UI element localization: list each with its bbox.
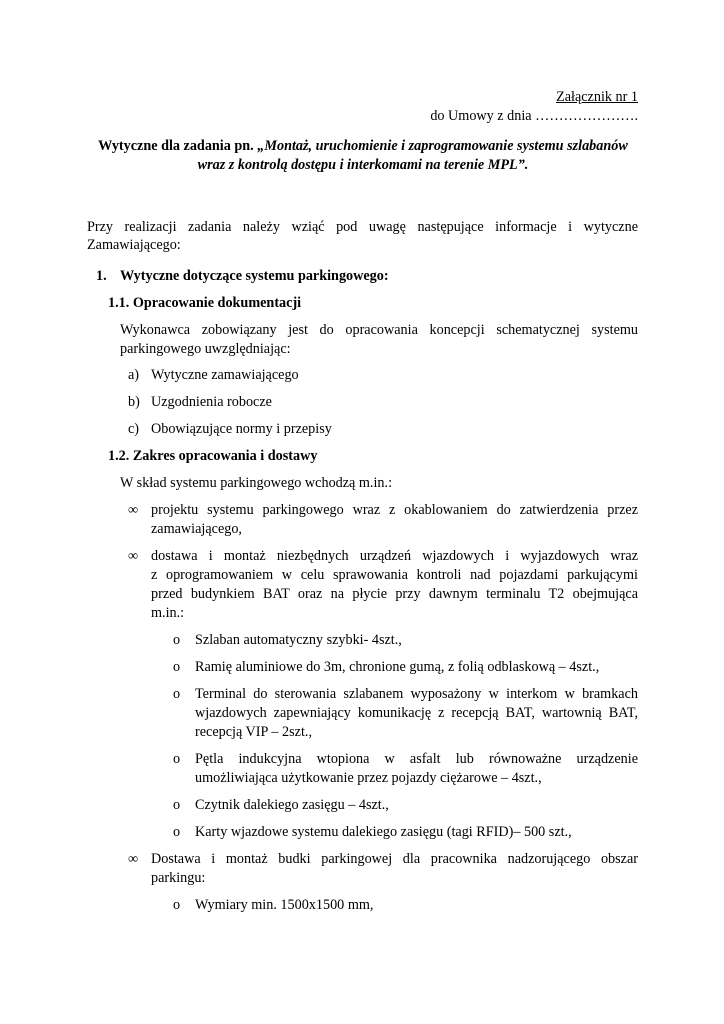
circle-bullet-icon: o	[173, 897, 181, 913]
bullet2-line3: przed budynkiem BAT oraz na płycie przy dawnym terminalu T2 obejmująca	[151, 586, 638, 602]
sub-item-3-line2: wjazdowych zapewniający komunikację z recepcją BAT, wartownią BAT,	[195, 705, 638, 721]
title-italic-1: „Montaż, uruchomienie i zaprogramowanie systemu szlabanów	[257, 138, 628, 154]
intro-line2: Zamawiającego:	[87, 237, 181, 253]
bullet2-line4: m.in.:	[151, 605, 185, 621]
list-item-c: Obowiązujące normy i przepisy	[151, 421, 332, 437]
bullet3-sub-item: Wymiary min. 1500x1500 mm,	[195, 897, 374, 913]
bullet2-line2: z oprogramowaniem w celu sprawowania kontroli nad pojazdami parkującymi	[151, 567, 638, 583]
list-item-b: Uzgodnienia robocze	[151, 394, 272, 410]
circle-bullet-icon: o	[173, 797, 181, 813]
sub-item-4-line2: umożliwiająca użytkowanie przez pojazdy ciężarowe – 4szt.,	[195, 770, 542, 786]
infinity-bullet-icon: ∞	[128, 548, 139, 564]
intro-line1: Przy realizacji zadania należy wziąć pod uwagę następujące informacje i wytyczne	[87, 219, 638, 235]
title-italic-2: wraz z kontrolą dostępu i interkomami na terenie MPL”.	[197, 157, 529, 173]
bullet1-line1: projektu systemu parkingowego wraz z okablowaniem do zatwierdzenia przez	[151, 502, 638, 518]
circle-bullet-icon: o	[173, 751, 181, 767]
sub-item-1: Szlaban automatyczny szybki- 4szt.,	[195, 632, 402, 648]
document-title-line2	[60, 156, 666, 175]
circle-bullet-icon: o	[173, 659, 181, 675]
bullet3-line1: Dostawa i montaż budki parkingowej dla pracownika nadzorującego obszar	[151, 851, 638, 867]
infinity-bullet-icon: ∞	[128, 851, 139, 867]
sub-item-3-line3: recepcją VIP – 2szt.,	[195, 724, 313, 740]
circle-bullet-icon: o	[173, 686, 181, 702]
list-marker-c: c)	[128, 421, 140, 437]
infinity-bullet-icon: ∞	[128, 502, 139, 518]
list-item-a: Wytyczne zamawiającego	[151, 367, 299, 383]
bullet1-line2: zamawiającego,	[151, 521, 242, 537]
circle-bullet-icon: o	[173, 632, 181, 648]
sub-item-3-line1: Terminal do sterowania szlabanem wyposażony w interkom w bramkach	[195, 686, 638, 702]
list-marker-a: a)	[128, 367, 140, 383]
section1-1-heading: 1.1. Opracowanie dokumentacji	[108, 295, 302, 311]
list-marker-b: b)	[128, 394, 140, 410]
sub-item-5: Czytnik dalekiego zasięgu – 4szt.,	[195, 797, 389, 813]
circle-bullet-icon: o	[173, 824, 181, 840]
agreement-label: do Umowy z dnia ………………….	[430, 108, 638, 124]
attachment-label: Załącznik nr 1	[556, 89, 638, 105]
section1-2-heading: 1.2. Zakres opracowania i dostawy	[108, 448, 318, 464]
section1-1-para-line2: parkingowego uwzględniając:	[120, 341, 291, 357]
section1-heading: Wytyczne dotyczące systemu parkingowego:	[120, 268, 389, 284]
title-prefix: Wytyczne dla zadania pn.	[98, 138, 258, 154]
sub-item-4-line1: Pętla indukcyjna wtopiona w asfalt lub równoważne urządzenie	[195, 751, 638, 767]
bullet2-line1: dostawa i montaż niezbędnych urządzeń wjazdowych i wyjazdowych wraz	[151, 548, 638, 564]
sub-item-6: Karty wjazdowe systemu dalekiego zasięgu (tagi RFID)– 500 szt.,	[195, 824, 572, 840]
section1-2-intro: W skład systemu parkingowego wchodzą m.in.:	[120, 475, 393, 491]
document-title-line1	[60, 137, 666, 156]
sub-item-2: Ramię aluminiowe do 3m, chronione gumą, z folią odblaskową – 4szt.,	[195, 659, 600, 675]
bullet3-line2: parkingu:	[151, 870, 206, 886]
section1-1-para-line1: Wykonawca zobowiązany jest do opracowania koncepcji schematycznej systemu	[120, 322, 638, 338]
section1-number: 1.	[96, 268, 107, 284]
